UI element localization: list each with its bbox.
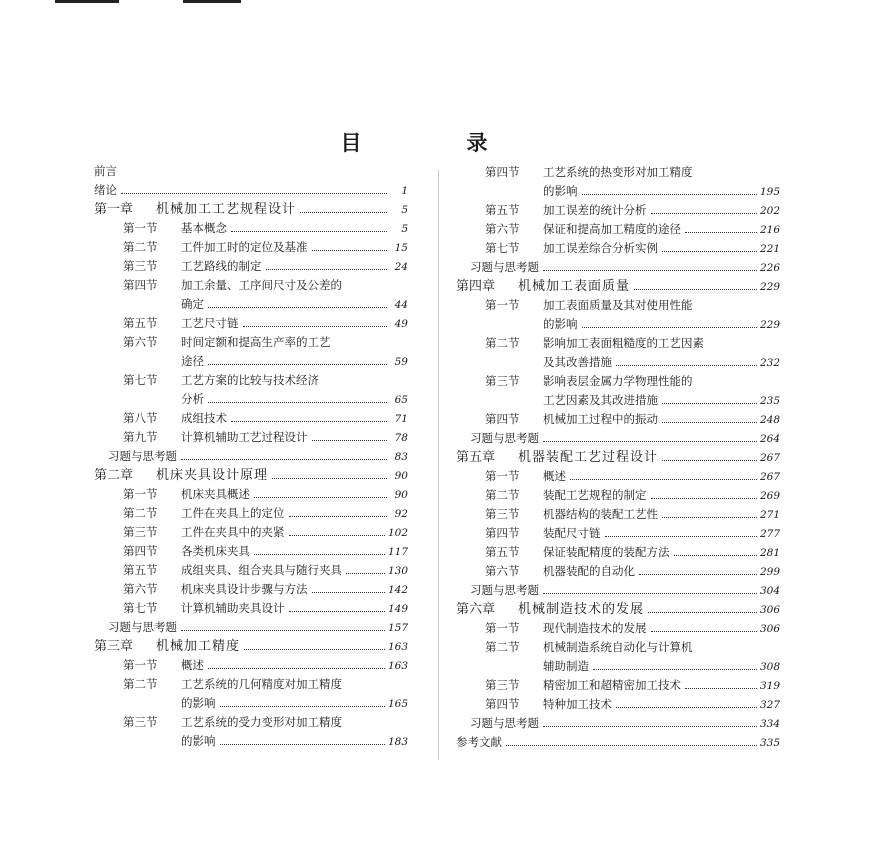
toc-left-column <box>94 162 408 751</box>
toc-entry-title: 保证装配精度的装配方法 <box>543 545 670 559</box>
toc-entry-page: 183 <box>387 736 408 748</box>
dot-leader <box>208 668 385 669</box>
toc-entry-number: 第一节 <box>123 221 158 235</box>
toc-entry-page: 59 <box>394 356 408 368</box>
dot-leader <box>651 213 757 214</box>
toc-entry-section <box>94 371 408 390</box>
toc-entry-number: 第四节 <box>123 544 158 558</box>
toc-entry-page: 117 <box>387 546 408 558</box>
toc-entry-section <box>456 410 780 429</box>
dot-leader <box>616 365 757 366</box>
toc-entry-section <box>94 276 408 295</box>
toc-entry-title: 装配工艺规程的制定 <box>543 488 647 502</box>
toc-entry-page: 304 <box>759 585 780 597</box>
toc-entry-exercise <box>94 447 408 466</box>
toc-entry-page: 24 <box>394 261 408 273</box>
toc-entry-cont <box>456 315 780 334</box>
toc-entry-section <box>456 486 780 505</box>
toc-entry-page: 264 <box>759 433 780 445</box>
toc-entry-title: 习题与思考题 <box>470 260 539 274</box>
toc-entry-number: 第二节 <box>485 488 520 502</box>
toc-entry-number: 第六节 <box>123 335 158 349</box>
dot-leader <box>312 440 388 441</box>
toc-entry-section <box>94 675 408 694</box>
toc-entry-page: 163 <box>387 641 408 653</box>
toc-entry-title: 习题与思考题 <box>470 716 539 730</box>
dot-leader <box>231 421 387 422</box>
toc-entry-page: 235 <box>759 395 780 407</box>
dot-leader <box>312 250 388 251</box>
toc-entry-front <box>94 162 408 181</box>
toc-entry-cont <box>94 732 408 751</box>
toc-entry-title: 习题与思考题 <box>108 449 177 463</box>
dot-leader <box>121 193 387 194</box>
dot-leader <box>543 593 757 594</box>
toc-entry-section <box>94 713 408 732</box>
toc-entry-number: 第七节 <box>485 241 520 255</box>
toc-entry-title: 概述 <box>543 469 566 483</box>
toc-entry-page: 90 <box>394 489 408 501</box>
toc-entry-page: 157 <box>387 622 408 634</box>
toc-entry-chapter <box>94 466 408 485</box>
toc-entry-number: 第二章 <box>94 468 134 483</box>
toc-entry-number: 第一节 <box>123 658 158 672</box>
toc-entry-title: 成组夹具、组合夹具与随行夹具 <box>181 563 342 577</box>
dot-leader <box>570 479 757 480</box>
toc-entry-title: 机器装配工艺过程设计 <box>518 450 659 465</box>
dot-leader <box>300 212 387 213</box>
dot-leader <box>220 744 385 745</box>
toc-entry-number: 第三节 <box>123 525 158 539</box>
dot-leader <box>685 232 757 233</box>
dot-leader <box>312 592 385 593</box>
dot-leader <box>674 555 757 556</box>
toc-entry-chapter <box>94 637 408 656</box>
dot-leader <box>543 441 757 442</box>
toc-entry-title: 机械制造系统自动化与计算机 <box>543 640 693 654</box>
toc-entry-page: 149 <box>387 603 408 615</box>
toc-entry-title: 习题与思考题 <box>470 431 539 445</box>
toc-right-column <box>456 163 780 752</box>
toc-entry-section <box>94 542 408 561</box>
toc-entry-number: 第六节 <box>123 582 158 596</box>
toc-entry-section <box>94 523 408 542</box>
toc-entry-page: 90 <box>394 470 408 482</box>
toc-entry-page: 267 <box>759 471 780 483</box>
dot-leader <box>685 688 757 689</box>
toc-entry-title: 机械加工表面质量 <box>518 279 631 294</box>
toc-entry-section <box>456 220 780 239</box>
toc-entry-number: 第九节 <box>123 430 158 444</box>
toc-entry-chapter <box>456 448 780 467</box>
toc-entry-number: 第七节 <box>123 601 158 615</box>
toc-entry-section <box>94 580 408 599</box>
toc-entry-number: 第一节 <box>485 298 520 312</box>
dot-leader <box>605 536 757 537</box>
toc-entry-title: 各类机床夹具 <box>181 544 250 558</box>
toc-entry-section <box>456 334 780 353</box>
toc-entry-title: 机器装配的自动化 <box>543 564 635 578</box>
dot-leader <box>272 478 387 479</box>
dot-leader <box>244 649 385 650</box>
page-title: 目 录 <box>340 131 530 155</box>
toc-entry-number: 第八节 <box>123 411 158 425</box>
dot-leader <box>543 270 757 271</box>
toc-entry-number: 第一节 <box>485 469 520 483</box>
toc-entry-title: 习题与思考题 <box>108 620 177 634</box>
toc-entry-title: 加工余量、工序间尺寸及公差的 <box>181 278 342 292</box>
dot-leader <box>289 516 388 517</box>
toc-entry-number: 第二节 <box>485 336 520 350</box>
toc-entry-page: 308 <box>759 661 780 673</box>
toc-entry-cont <box>94 694 408 713</box>
toc-entry-section <box>94 561 408 580</box>
toc-entry-page: 306 <box>759 623 780 635</box>
toc-entry-chapter <box>456 600 780 619</box>
toc-entry-section <box>456 676 780 695</box>
toc-entry-section <box>456 201 780 220</box>
toc-entry-cont <box>456 657 780 676</box>
dot-leader <box>346 573 385 574</box>
toc-entry-section <box>456 543 780 562</box>
toc-entry-number: 第一节 <box>123 487 158 501</box>
toc-entry-number: 第五节 <box>123 316 158 330</box>
toc-entry-page: 195 <box>759 186 780 198</box>
toc-entry-page: 248 <box>759 414 780 426</box>
toc-entry-number: 第二节 <box>123 240 158 254</box>
toc-entry-title: 加工误差的统计分析 <box>543 203 647 217</box>
scan-edge-right <box>183 0 241 3</box>
toc-entry-section <box>94 599 408 618</box>
toc-entry-title: 工艺系统的热变形对加工精度 <box>543 165 693 179</box>
toc-entry-section <box>456 638 780 657</box>
toc-entry-section <box>456 163 780 182</box>
toc-entry-title: 机床夹具设计原理 <box>156 468 269 483</box>
dot-leader <box>662 422 757 423</box>
toc-entry-number: 第三节 <box>485 507 520 521</box>
toc-entry-number: 第六节 <box>485 564 520 578</box>
toc-entry-cont <box>94 352 408 371</box>
toc-entry-section <box>456 467 780 486</box>
toc-entry-page: 83 <box>394 451 408 463</box>
toc-entry-title: 工件在夹具上的定位 <box>181 506 285 520</box>
toc-entry-section <box>94 409 408 428</box>
toc-entry-page: 229 <box>759 319 780 331</box>
toc-entry-number: 第三节 <box>485 678 520 692</box>
toc-entry-section <box>94 314 408 333</box>
toc-entry-title: 影响表层金属力学物理性能的 <box>543 374 693 388</box>
toc-entry-title: 工艺路线的制定 <box>181 259 262 273</box>
toc-entry-title: 机械加工精度 <box>156 639 241 654</box>
toc-entry-number: 第二节 <box>485 640 520 654</box>
toc-entry-number: 第四节 <box>123 278 158 292</box>
toc-entry-page: 71 <box>394 413 408 425</box>
toc-entry-number: 第三节 <box>123 259 158 273</box>
toc-entry-title: 工艺因素及其改进措施 <box>543 393 658 407</box>
toc-entry-title: 精密加工和超精密加工技术 <box>543 678 681 692</box>
dot-leader <box>662 460 757 461</box>
toc-entry-section <box>94 333 408 352</box>
toc-entry-number: 第一章 <box>94 202 134 217</box>
toc-entry-page: 232 <box>759 357 780 369</box>
toc-entry-section <box>94 485 408 504</box>
toc-entry-number: 第四章 <box>456 279 496 294</box>
toc-entry-chapter <box>94 200 408 219</box>
toc-entry-page: 5 <box>401 204 408 216</box>
dot-leader <box>208 364 387 365</box>
toc-entry-section <box>456 372 780 391</box>
toc-entry-page: 216 <box>759 224 780 236</box>
toc-entry-page: 335 <box>759 737 780 749</box>
dot-leader <box>651 631 757 632</box>
toc-entry-title: 参考文献 <box>456 735 502 749</box>
toc-entry-number: 第六节 <box>485 222 520 236</box>
toc-entry-page: 78 <box>394 432 408 444</box>
toc-entry-section <box>456 562 780 581</box>
toc-entry-page: 327 <box>759 699 780 711</box>
dot-leader <box>243 326 388 327</box>
toc-entry-cont <box>94 295 408 314</box>
toc-entry-title: 辅助制造 <box>543 659 589 673</box>
toc-entry-number: 第三节 <box>123 715 158 729</box>
toc-entry-front <box>456 733 780 752</box>
toc-entry-title: 机床夹具概述 <box>181 487 250 501</box>
toc-entry-section <box>94 238 408 257</box>
toc-entry-title: 加工表面质量及其对使用性能 <box>543 298 693 312</box>
toc-entry-section <box>94 257 408 276</box>
toc-entry-page: 102 <box>387 527 408 539</box>
dot-leader <box>639 574 757 575</box>
toc-entry-title: 确定 <box>181 297 204 311</box>
toc-entry-title: 时间定额和提高生产率的工艺 <box>181 335 331 349</box>
toc-entry-number: 第四节 <box>485 412 520 426</box>
toc-entry-title: 工件在夹具中的夹紧 <box>181 525 285 539</box>
toc-entry-page: 229 <box>759 281 780 293</box>
toc-entry-title: 机械制造技术的发展 <box>518 602 645 617</box>
column-divider <box>438 170 439 760</box>
toc-entry-page: 5 <box>401 223 408 235</box>
toc-entry-title: 工件加工时的定位及基准 <box>181 240 308 254</box>
toc-entry-page: 49 <box>394 318 408 330</box>
toc-entry-cont <box>456 391 780 410</box>
toc-entry-page: 271 <box>759 509 780 521</box>
toc-entry-title: 特种加工技术 <box>543 697 612 711</box>
toc-entry-title: 工艺系统的受力变形对加工精度 <box>181 715 342 729</box>
toc-entry-title: 影响加工表面粗糙度的工艺因素 <box>543 336 704 350</box>
dot-leader <box>208 307 387 308</box>
toc-entry-number: 第二节 <box>123 677 158 691</box>
toc-entry-title: 装配尺寸链 <box>543 526 601 540</box>
toc-entry-title: 工艺系统的几何精度对加工精度 <box>181 677 342 691</box>
dot-leader <box>582 194 757 195</box>
toc-entry-exercise <box>456 581 780 600</box>
toc-entry-number: 第七节 <box>123 373 158 387</box>
toc-entry-title: 概述 <box>181 658 204 672</box>
toc-entry-page: 92 <box>394 508 408 520</box>
dot-leader <box>289 535 385 536</box>
scan-edge-left <box>55 0 119 3</box>
toc-entry-page: 142 <box>387 584 408 596</box>
toc-entry-title: 的影响 <box>543 317 578 331</box>
toc-entry-number: 第五章 <box>456 450 496 465</box>
toc-entry-title: 机械加工过程中的振动 <box>543 412 658 426</box>
toc-entry-number: 第四节 <box>485 165 520 179</box>
toc-entry-title: 保证和提高加工精度的途径 <box>543 222 681 236</box>
dot-leader <box>634 289 757 290</box>
toc-entry-title: 机床夹具设计步骤与方法 <box>181 582 308 596</box>
toc-entry-cont <box>94 390 408 409</box>
toc-entry-exercise <box>456 429 780 448</box>
toc-entry-page: 65 <box>394 394 408 406</box>
toc-entry-number: 第三节 <box>485 374 520 388</box>
dot-leader <box>266 269 388 270</box>
toc-entry-number: 第五节 <box>485 545 520 559</box>
toc-entry-section <box>94 428 408 447</box>
dot-leader <box>181 630 385 631</box>
toc-entry-page: 202 <box>759 205 780 217</box>
dot-leader <box>616 707 757 708</box>
toc-entry-exercise <box>94 618 408 637</box>
toc-entry-title: 习题与思考题 <box>470 583 539 597</box>
toc-entry-page: 267 <box>759 452 780 464</box>
toc-entry-title: 的影响 <box>181 734 216 748</box>
toc-entry-chapter <box>456 277 780 296</box>
toc-entry-section <box>94 656 408 675</box>
toc-entry-section <box>456 239 780 258</box>
toc-entry-page: 221 <box>759 243 780 255</box>
toc-entry-page: 319 <box>759 680 780 692</box>
toc-entry-title: 前言 <box>94 164 117 178</box>
toc-entry-title: 的影响 <box>181 696 216 710</box>
toc-entry-page: 306 <box>759 604 780 616</box>
toc-entry-page: 165 <box>387 698 408 710</box>
toc-entry-section <box>456 505 780 524</box>
toc-entry-page: 1 <box>401 185 408 197</box>
toc-entry-number: 第四节 <box>485 526 520 540</box>
toc-entry-page: 269 <box>759 490 780 502</box>
dot-leader <box>181 459 387 460</box>
toc-entry-number: 第五节 <box>485 203 520 217</box>
toc-entry-page: 226 <box>759 262 780 274</box>
toc-entry-section <box>94 219 408 238</box>
toc-entry-section <box>456 524 780 543</box>
toc-entry-number: 第六章 <box>456 602 496 617</box>
dot-leader <box>289 611 385 612</box>
dot-leader <box>254 497 387 498</box>
toc-entry-page: 334 <box>759 718 780 730</box>
toc-entry-title: 工艺尺寸链 <box>181 316 239 330</box>
dot-leader <box>543 726 757 727</box>
dot-leader <box>582 327 757 328</box>
toc-entry-title: 绪论 <box>94 183 117 197</box>
toc-entry-title: 的影响 <box>543 184 578 198</box>
dot-leader <box>208 402 387 403</box>
toc-entry-title: 基本概念 <box>181 221 227 235</box>
toc-entry-title: 及其改善措施 <box>543 355 612 369</box>
toc-entry-page: 299 <box>759 566 780 578</box>
dot-leader <box>662 251 757 252</box>
dot-leader <box>254 554 385 555</box>
toc-entry-title: 工艺方案的比较与技术经济 <box>181 373 319 387</box>
toc-entry-title: 成组技术 <box>181 411 227 425</box>
toc-entry-title: 现代制造技术的发展 <box>543 621 647 635</box>
dot-leader <box>651 498 757 499</box>
toc-entry-title: 加工误差综合分析实例 <box>543 241 658 255</box>
toc-entry-page: 281 <box>759 547 780 559</box>
dot-leader <box>648 612 757 613</box>
dot-leader <box>231 231 387 232</box>
toc-entry-exercise <box>456 258 780 277</box>
toc-entry-title: 机器结构的装配工艺性 <box>543 507 658 521</box>
toc-entry-title: 机械加工工艺规程设计 <box>156 202 297 217</box>
toc-entry-number: 第三章 <box>94 639 134 654</box>
toc-entry-title: 途径 <box>181 354 204 368</box>
toc-entry-page: 163 <box>387 660 408 672</box>
toc-entry-number: 第五节 <box>123 563 158 577</box>
toc-entry-front <box>94 181 408 200</box>
toc-entry-cont <box>456 353 780 372</box>
dot-leader <box>662 517 757 518</box>
toc-entry-title: 计算机辅助夹具设计 <box>181 601 285 615</box>
dot-leader <box>220 706 385 707</box>
dot-leader <box>593 669 757 670</box>
toc-entry-number: 第二节 <box>123 506 158 520</box>
dot-leader <box>506 745 757 746</box>
toc-entry-title: 计算机辅助工艺过程设计 <box>181 430 308 444</box>
toc-entry-page: 15 <box>394 242 408 254</box>
toc-entry-number: 第一节 <box>485 621 520 635</box>
toc-entry-page: 277 <box>759 528 780 540</box>
toc-entry-section <box>94 504 408 523</box>
toc-entry-page: 130 <box>387 565 408 577</box>
toc-entry-number: 第四节 <box>485 697 520 711</box>
toc-entry-section <box>456 296 780 315</box>
toc-entry-cont <box>456 182 780 201</box>
toc-entry-title: 分析 <box>181 392 204 406</box>
toc-entry-exercise <box>456 714 780 733</box>
toc-entry-page: 44 <box>394 299 408 311</box>
dot-leader <box>662 403 757 404</box>
toc-entry-section <box>456 619 780 638</box>
toc-entry-section <box>456 695 780 714</box>
